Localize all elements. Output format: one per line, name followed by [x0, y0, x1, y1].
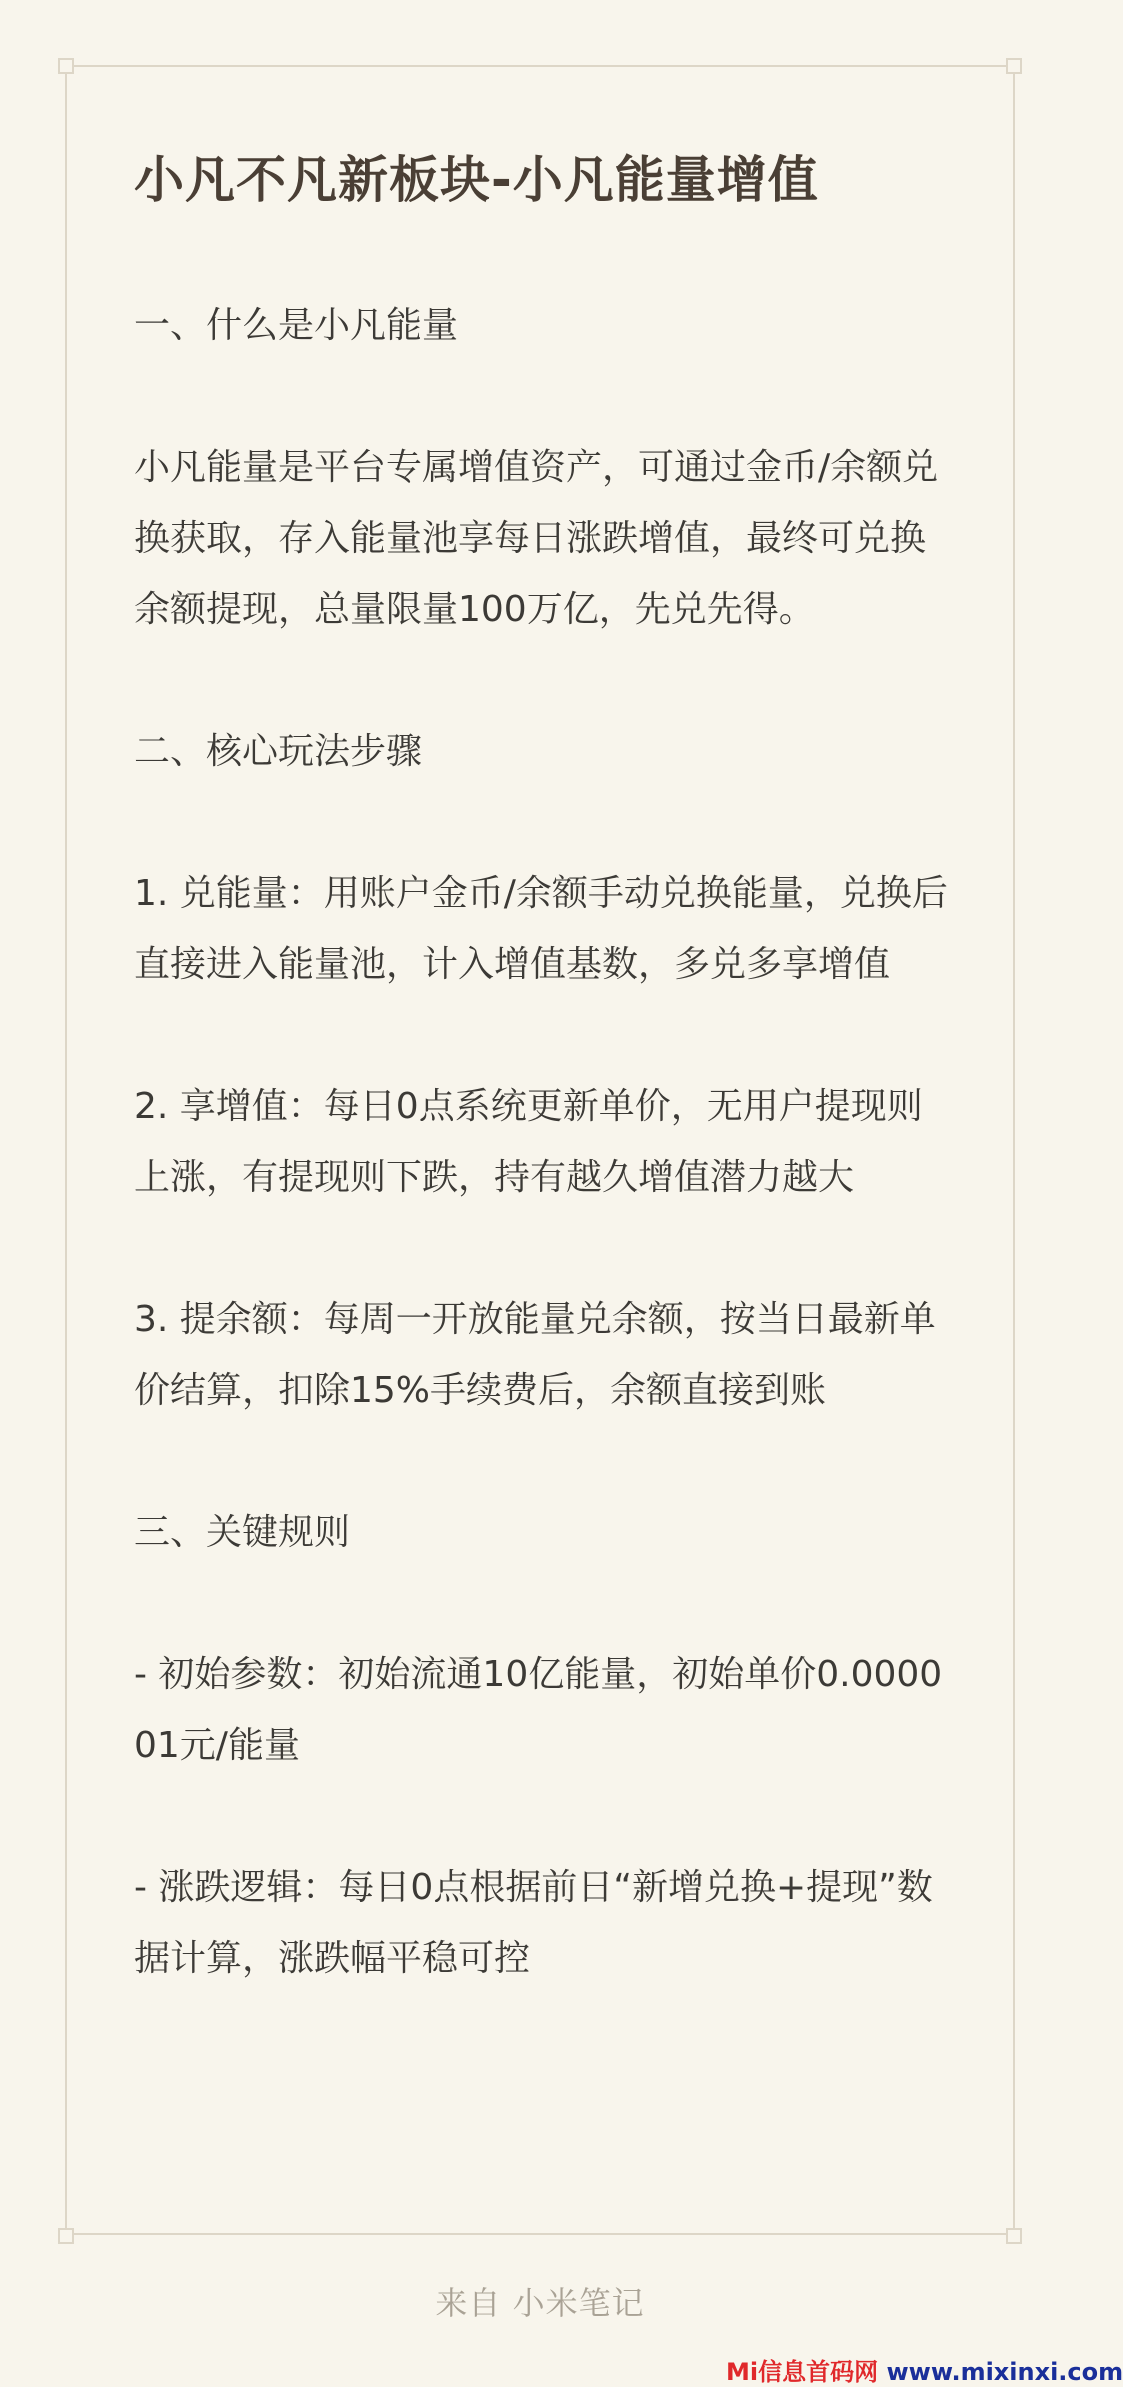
paragraph: 1. 兑能量：用账户金币/余额手动兑换能量，兑换后直接进入能量池，计入增值基数，多兑多享增值	[134, 873, 948, 985]
paragraph: - 初始参数：初始流通10亿能量，初始单价0.000001元/能量	[134, 1654, 943, 1766]
paragraph: 3. 提余额：每周一开放能量兑余额，按当日最新单价结算，扣除15%手续费后，余额直接到账	[134, 1299, 936, 1411]
note-title: 小凡不凡新板块-小凡能量增值	[134, 151, 819, 209]
note-source-footer: 来自 小米笔记	[435, 2284, 645, 2322]
site-watermark	[726, 2352, 1123, 2387]
frame-corner-ornament	[58, 2228, 74, 2244]
paragraph: 小凡能量是平台专属增值资产，可通过金币/余额兑换获取，存入能量池享每日涨跌增值，最终可兑换余额提现，总量限量100万亿，先兑先得。	[134, 447, 939, 630]
paragraph: - 涨跌逻辑：每日0点根据前日“新增兑换+提现”数据计算，涨跌幅平稳可控	[134, 1867, 933, 1979]
paragraph: 2. 享增值：每日0点系统更新单价，无用户提现则上涨，有提现则下跌，持有越久增值潜力越大	[134, 1086, 923, 1198]
section-heading: 一、什么是小凡能量	[134, 305, 459, 346]
frame-corner-ornament	[1006, 2228, 1022, 2244]
watermark-brand: Mi信息首码网	[726, 2358, 879, 2386]
frame-corner-ornament	[1006, 58, 1022, 74]
section-heading: 二、核心玩法步骤	[134, 731, 423, 772]
note-content	[134, 150, 954, 1994]
watermark-url: www.mixinxi.com	[886, 2358, 1123, 2386]
section-heading: 三、关键规则	[134, 1512, 351, 1553]
frame-corner-ornament	[58, 58, 74, 74]
